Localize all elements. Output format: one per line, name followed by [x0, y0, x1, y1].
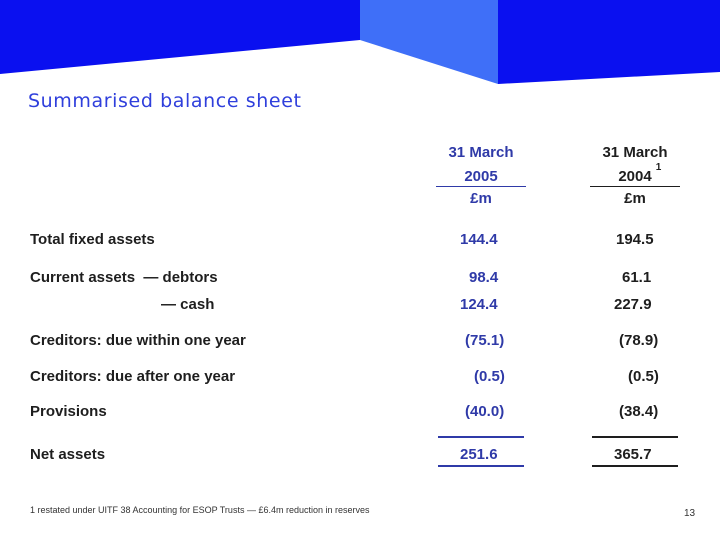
banner-dark-left: [0, 0, 360, 74]
column-2004-year-wrap: [590, 162, 680, 188]
column-header-2005: [436, 144, 526, 210]
value-2004-creditors-after-year: (0.5): [628, 368, 659, 385]
value-2005-creditors-within-year: (75.1): [465, 332, 505, 349]
value-2005-provisions: (40.0): [465, 403, 505, 420]
header-banner: [0, 0, 720, 86]
banner-light-center: [360, 0, 498, 84]
total-rule-bottom-2005: [438, 465, 524, 467]
value-2004-total-fixed-assets: 194.5: [616, 231, 654, 248]
slide-title: Summarised balance sheet: [28, 90, 302, 112]
row-label-provisions: Provisions: [30, 403, 107, 420]
value-2005-cash: 124.4: [460, 296, 498, 313]
total-rule-top-2004: [592, 436, 678, 438]
row-label-creditors-after-year: Creditors: due after one year: [30, 368, 236, 385]
total-rule-top-2005: [438, 436, 524, 438]
value-2004-net-assets: 365.7: [614, 446, 652, 463]
row-label-current-assets-debtors: Current assets — debtors: [30, 269, 218, 286]
value-2005-net-assets: 251.6: [460, 446, 498, 463]
column-2004-date: 31 March: [602, 144, 668, 161]
value-2004-debtors: 61.1: [622, 269, 652, 286]
footnote-marker: 1: [655, 162, 662, 173]
value-2005-debtors: 98.4: [469, 269, 499, 286]
column-2005-date: 31 March: [448, 144, 514, 161]
row-label-net-assets: Net assets: [30, 446, 106, 463]
value-2005-total-fixed-assets: 144.4: [460, 231, 498, 248]
column-2004-unit: £m: [624, 190, 646, 207]
column-2005-divider: [436, 186, 526, 187]
value-2004-cash: 227.9: [614, 296, 652, 313]
column-2005-year: 2005: [464, 168, 498, 185]
value-2004-provisions: (38.4): [619, 403, 659, 420]
total-rule-bottom-2004: [592, 465, 678, 467]
column-2004-year: 2004: [618, 168, 652, 185]
column-2004-divider: [590, 186, 680, 187]
row-label-creditors-within-year: Creditors: due within one year: [30, 332, 246, 349]
column-header-2004: [590, 144, 680, 210]
footnote: 1 restated under UITF 38 Accounting for ESOP Trusts — £6.4m reduction in reserves: [30, 505, 370, 515]
row-label-total-fixed-assets: Total fixed assets: [30, 231, 155, 248]
banner-dark-right: [498, 0, 720, 84]
value-2004-creditors-within-year: (78.9): [619, 332, 659, 349]
value-2005-creditors-after-year: (0.5): [474, 368, 505, 385]
row-label-cash: — cash: [161, 296, 215, 313]
column-2005-unit: £m: [470, 190, 492, 207]
page-number: 13: [684, 508, 696, 519]
